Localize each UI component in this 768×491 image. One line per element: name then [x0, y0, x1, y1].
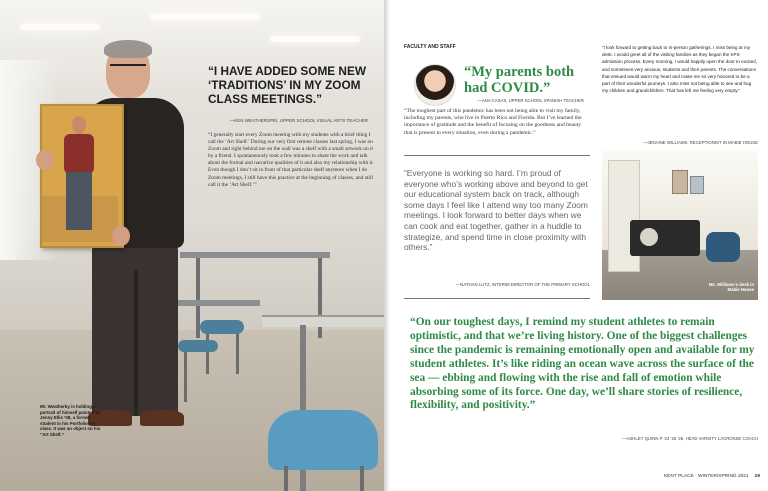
- glasses-icon: [110, 64, 146, 74]
- painting-head: [72, 116, 86, 134]
- folio-page-number: 29: [754, 474, 760, 479]
- hand: [36, 150, 54, 170]
- portrait-painting: [40, 104, 124, 248]
- foreground-chair: [268, 410, 378, 470]
- classroom-table: [180, 252, 330, 258]
- nathan-attribution: —NATHAN LUTZ, INTERIM DIRECTOR OF THE PRIMARY SCHOOL: [455, 282, 590, 287]
- hand: [112, 226, 130, 246]
- wall-frame: [672, 170, 688, 194]
- painting-legs: [66, 172, 92, 230]
- anna-headline: “My parents both had COVID.”: [464, 64, 575, 96]
- jenaine-quote: “I look forward to getting back to in-person gatherings. I miss being at my desk. I would greet all of the visiting families as they began the KPS admission process. Every morning, I would happily open the door to excited, and sometimes very anxious, students and their parents. The conversations that ensued would warm my heart and make me so very honored to be a part of their wonderful journeys. I also miss not being able to see and hug my children and grandchildren. That has left me feeling very empty.”: [602, 45, 757, 94]
- leg-gap: [134, 270, 138, 416]
- left-pull-quote: “I HAVE ADDED SOME NEW ‘TRADITIONS’ IN MY ZOOM CLASS MEETINGS.”: [208, 64, 366, 106]
- anna-quote-body: “The toughest part of this pandemic has been not being able to visit my family, including my parents, who live in Puerto Rico and Florida. But I’ve learned the importance of gratitude and the benefit of focusing on the goodness and beauty that is present in every situation, even during a pandemic.”: [404, 108, 582, 136]
- chair-leg: [360, 466, 364, 491]
- nathan-quote: “Everyone is working so hard. I’m proud of everyone who’s working above and beyond to get our educational system back on track, although some days I feel like I attend way too many Zoom meetings. I look forward to better days when we can cook and eat together, gather in a huddle to strategize, and spend time in close proximity with others.”: [404, 168, 588, 253]
- foreground-table: [262, 315, 384, 327]
- desk-logo-icon: [640, 228, 658, 246]
- photo-caption: Mr. Weatherby is holding a portrait of himself painted by Jenny Ellis ’08, a former student in his Portfolio Art class. It was an object on his “Art Shelf.”: [40, 404, 101, 437]
- chair-leg: [236, 334, 239, 374]
- shoe: [140, 410, 184, 426]
- divider: [404, 155, 590, 156]
- right-page: [384, 0, 768, 491]
- folio: [604, 474, 760, 479]
- reception-desk-photo: [602, 150, 758, 300]
- ashley-quote: “On our toughest days, I remind my student athletes to remain optimistic, and that we’re living history. One of the biggest challenges since the pandemic is remaining emotionally open and available for my student athletes. It’s like riding an ocean wave across the surface of the sea — ebbing and flowing with the rise and fall of emotion while absorbing some of its force. One day, we’ll share stories of resilience, flexibility, and positivity.”: [410, 316, 755, 412]
- jenaine-attribution: —JENAINE WILLIAMS, RECEPTIONIST IN MABIE HOUSE: [643, 140, 758, 145]
- chair-leg: [184, 352, 187, 402]
- section-label: FACULTY AND STAFF: [404, 44, 456, 50]
- anna-attribution: —ANA CASAS, UPPER SCHOOL SPANISH TEACHER: [477, 98, 584, 103]
- man-hair: [104, 40, 152, 58]
- blue-chair: [706, 232, 740, 262]
- chair: [200, 320, 244, 334]
- wall-frame: [690, 176, 704, 194]
- left-quote-body: “I generally start every Zoom meeting with my students with a brief thing I call the ‘Art Shelf.’ During our very first remote classes last spring, I was on Zoom and right behind me on the wall was a shelf with a small artwork on it by a friend. I spontaneously took a few minutes to share the work and talk about the formal and narrative qualities of it and also my relationship with it. Even though I don’t sit in front of that particular shelf anymore when I do Zoom meetings, I still have this practice at the beginning of classes, and still call it the ‘Art Shelf.’”: [208, 132, 374, 188]
- desk-photo-caption: Ms. Williams’s desk in Mabie House: [708, 282, 754, 293]
- ashley-attribution: —ASHLEY QUINN P ’24 ’25 ’28, HEAD VARSITY LACROSSE COACH: [622, 436, 758, 441]
- avatar: [414, 64, 456, 106]
- left-quote-attribution: —KEN WEATHERSPEI, UPPER SCHOOL VISUAL ARTS TEACHER: [229, 118, 368, 123]
- painting-body: [64, 134, 94, 174]
- gutter-shadow: [384, 0, 390, 491]
- folio-publication: KENT PLACE · WINTER/SPRING 2021: [663, 474, 749, 479]
- divider: [404, 298, 590, 299]
- chair: [178, 340, 218, 352]
- ceiling-light: [20, 24, 100, 30]
- ceiling-light: [270, 36, 360, 42]
- chair-leg: [284, 466, 288, 491]
- ceiling-light: [150, 14, 260, 20]
